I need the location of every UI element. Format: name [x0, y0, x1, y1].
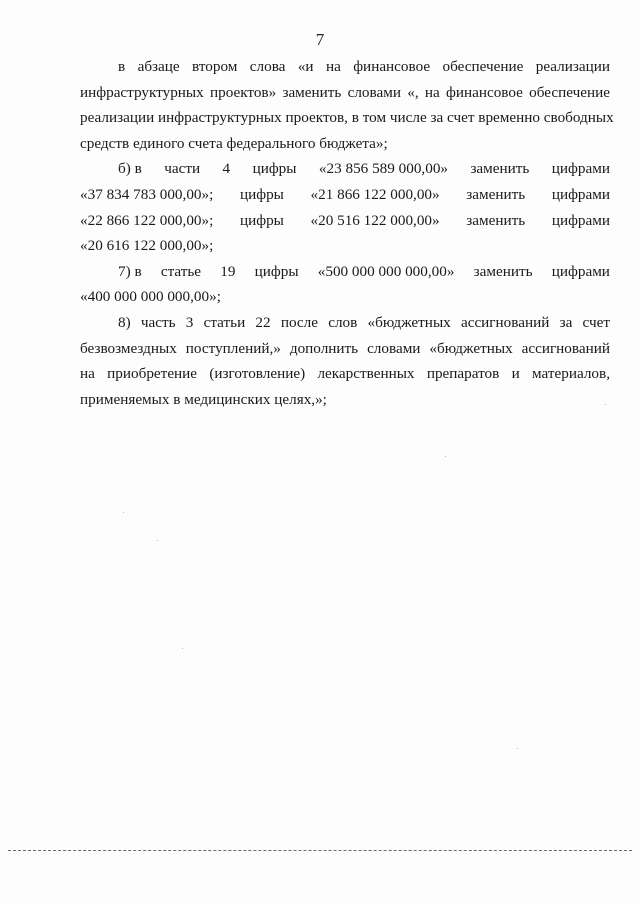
page-number: 7: [315, 30, 325, 49]
scan-speck: [157, 540, 158, 541]
word: цифры: [239, 185, 284, 203]
amount: «23 856 589 000,00»: [318, 160, 448, 178]
scan-speck: [517, 748, 518, 749]
word: цифрами: [551, 185, 610, 203]
word: заменить: [466, 211, 526, 229]
word: цифрами: [551, 262, 610, 280]
scan-edge-line: [8, 850, 632, 851]
text-line: 8) часть 3 статьи 22 после слов «бюджетных ассигнований за счет: [118, 313, 610, 331]
paragraph-b-chast-4: [80, 156, 610, 258]
amount: «21 866 122 000,00»: [310, 185, 440, 203]
text-line: «400 000 000 000,00»;: [80, 288, 221, 306]
word: 19: [220, 262, 236, 280]
word: заменить: [470, 160, 530, 178]
text-line: [80, 156, 610, 182]
word: части: [164, 160, 201, 178]
word: статье: [160, 262, 202, 280]
scan-speck: [605, 404, 606, 405]
word: б) в: [118, 160, 142, 178]
word: заменить: [473, 262, 533, 280]
word: цифры: [239, 211, 284, 229]
amount: «500 000 000 000,00»: [317, 262, 455, 280]
paragraph-8-statya-22: [80, 310, 610, 412]
text-line: средств единого счета федерального бюджета»;: [80, 134, 388, 152]
text-line: в абзаце втором слова «и на финансовое обеспечение реализации: [118, 58, 610, 75]
scan-speck: [123, 512, 124, 513]
text-line: [80, 208, 610, 234]
paragraph-abzats-vtoroy: [80, 54, 614, 156]
text-line: применяемых в медицинских целях,»;: [80, 390, 327, 408]
amount: «20 516 122 000,00»: [310, 211, 440, 229]
word: 4: [222, 160, 231, 178]
word: заменить: [466, 185, 526, 203]
scan-speck: [182, 648, 183, 649]
text-line: безвозмездных поступлений,» дополнить словами «бюджетных ассигнований: [80, 339, 610, 357]
paragraph-7-statya-19: [80, 259, 610, 310]
amount: «22 866 122 000,00»;: [80, 211, 214, 229]
text-line: [80, 182, 610, 208]
text-line: [80, 259, 610, 285]
text-line: инфраструктурных проектов» заменить словами «, на финансовое обеспечение: [80, 83, 610, 101]
word: цифрами: [551, 160, 610, 178]
amount: «37 834 783 000,00»;: [80, 185, 214, 203]
text-line: «20 616 122 000,00»;: [80, 237, 214, 255]
word: 7) в: [118, 262, 142, 280]
text-line: реализации инфраструктурных проектов, в том числе за счет временно свободных: [80, 109, 614, 127]
text-line: на приобретение (изготовление) лекарственных препаратов и материалов,: [80, 365, 610, 383]
word: цифрами: [551, 211, 610, 229]
scan-speck: [445, 456, 446, 457]
word: цифры: [252, 160, 297, 178]
document-text: [80, 54, 614, 412]
word: цифры: [254, 262, 299, 280]
